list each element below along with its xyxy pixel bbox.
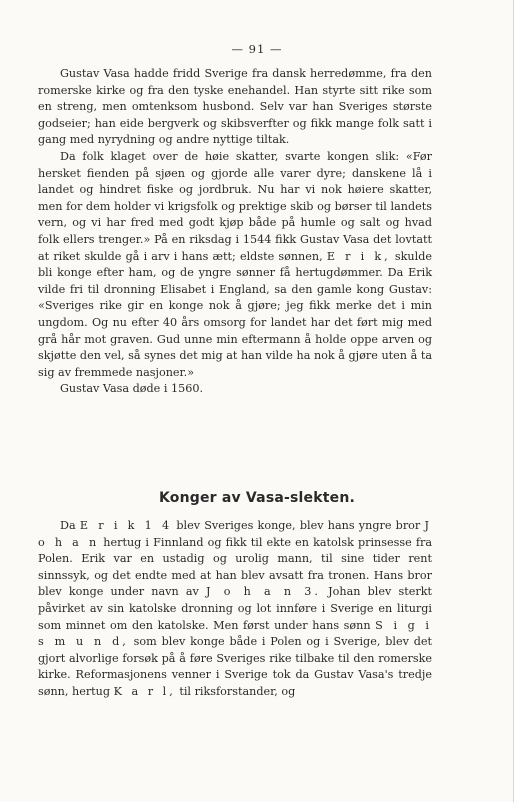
text: Da [60,519,76,532]
paragraph-text: Da folk klaget over de høie skatter, svarte kongen slik: «Før hersket fienden på sjøen og gjorde alle varer dyre; danskene lå i landet og hindret fiske og jordbruk. Nu har vi nok høiere skatter, men for dem holder vi krigsfolk og prektige skib og børser til landets vern, og vi har fred med godt kjøp både på humle og salt og hvad folk ellers trenger.» På en riksdag i 1544 fikk Gustav Vasa det lovtatt at riket skulde gå i arv i hans ætt; eldste sønnen, [38,149,432,263]
paragraph: Gustav Vasa døde i 1560. [60,382,204,396]
name-erik-14: E r i k 1 4 [79,519,173,532]
text: Johan blev sterkt påvirket av sin katolske dronning og lot innføre i Sverige en liturgi som minnet om den katolske. Men først under hans sønn [38,585,432,632]
section-heading: Konger av Vasa-slekten. [158,490,356,506]
text: hertug i Finnland og fikk til ekte en katolsk prinsesse fra Polen. Erik var en ustadig og urolig mann, til sine tider rent sinnssyk, og det endte med at han blev avsatt fra tronen. Hans bror blev konge under navn av [38,535,432,599]
name-johan-3: J o h a n 3. [206,585,321,599]
paragraph-text: skulde bli konge efter ham, og de yngre sønner få hertugdømmer. Da Erik vilde fri til dronning Elisabet i England, sa den gamle kong Gustav: «Sveriges rike gir en konge nok å gjøre; jeg fikk merke det i min ungdom. Og nu efter 40 års omsorg for landet har det ført mig med grå hår mot graven. Gud unne min eftermann å holde oppe arven og skjøtte den vel, så synes det mig at han vilde ha nok å gjøre uten å ta sig av fremmede nasjoner.» [38,249,432,379]
name-johan: J o h a n [38,519,432,549]
name-erik: E r i k, [326,249,391,263]
section-text [38,518,432,701]
text: blev Sveriges konge, blev hans yngre bror [176,519,421,532]
paragraph [38,518,432,701]
page-number: — 91 — [231,42,283,56]
text: som blev konge både i Polen og i Sverige, blev det gjort alvorlige forsøk på å føre Sveriges rike tilbake til den romerske kirke. Reformasjonens venner i Sverige tok da Gustav Vasa's tredje sønn, hertug [38,635,433,698]
text: til riksforstander, og [179,684,296,698]
name-sigismund: S i g i s m u n d, [38,618,432,649]
paragraph [38,149,432,381]
paragraph: Gustav Vasa hadde fridd Sverige fra dansk herredømme, fra den romerske kirke og fra den tyske enehandel. Han styrte sitt rike som en streng, men omtenksom husbond. Selv var han Sveriges største godseier; han eide bergverk og skibsverfter og fikk mange folk satt i gang med nyrydning og andre nyttige tiltak. [38,67,432,147]
name-karl: K a r l, [113,684,176,698]
main-text [38,66,432,398]
